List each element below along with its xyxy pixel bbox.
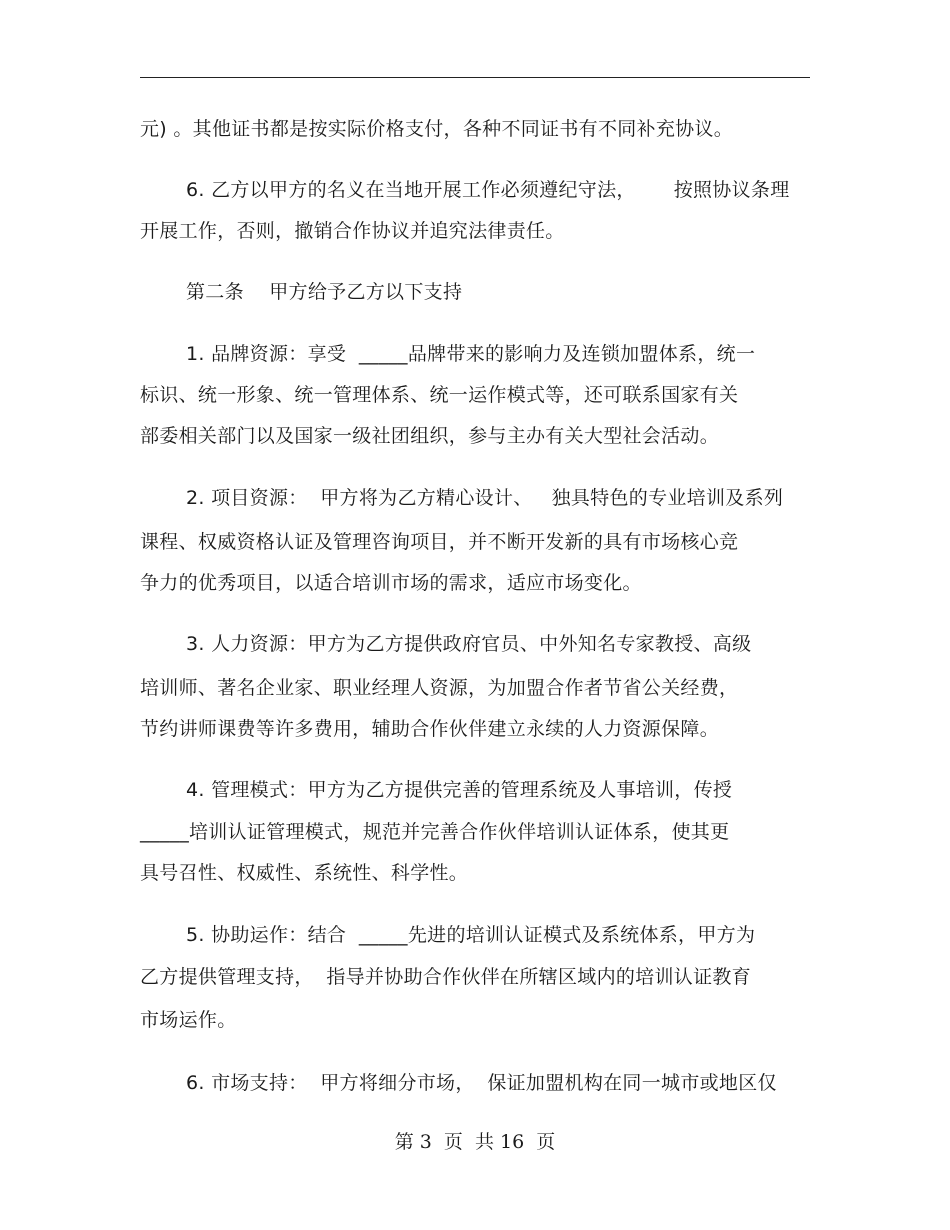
section-heading: 第二条 甲方给予乙方以下支持 xyxy=(186,281,463,303)
text-line: 具号召性、权威性、系统性、科学性。 xyxy=(140,862,469,884)
page-number-footer: 第 3 页 共 16 页 xyxy=(394,1131,556,1153)
text-line: 6. 乙方以甲方的名义在当地开展工作必须遵纪守法， 按照协议条理 xyxy=(186,179,790,201)
text-line: 4. 管理模式：甲方为乙方提供完善的管理系统及人事培训，传授 xyxy=(186,779,733,801)
text-line: 元) 。其他证书都是按实际价格支付，各种不同证书有不同补充协议。 xyxy=(140,118,734,140)
text-line: 2. 项目资源： 甲方将为乙方精心设计、 独具特色的专业培训及系列 xyxy=(186,487,784,509)
text-line: _____培训认证管理模式，规范并完善合作伙伴培训认证体系，使其更 xyxy=(140,821,730,843)
text-line: 部委相关部门以及国家一级社团组织，参与主办有关大型社会活动。 xyxy=(140,425,720,447)
text-line: 开展工作，否则，撤销合作协议并追究法律责任。 xyxy=(140,220,565,242)
text-line: 乙方提供管理支持， 指导并协助合作伙伴在所辖区域内的培训认证教育 xyxy=(140,966,751,988)
text-line: 培训师、著名企业家、职业经理人资源，为加盟合作者节省公关经费， xyxy=(140,677,739,699)
header-rule xyxy=(140,77,810,78)
text-line: 3. 人力资源：甲方为乙方提供政府官员、中外知名专家教授、高级 xyxy=(186,633,752,655)
text-line: 5. 协助运作：结合 _____先进的培训认证模式及系统体系，甲方为 xyxy=(186,924,756,946)
text-line: 节约讲师课费等许多费用，辅助合作伙伴建立永续的人力资源保障。 xyxy=(140,718,720,740)
text-line: 市场运作。 xyxy=(140,1009,237,1031)
text-line: 争力的优秀项目，以适合培训市场的需求，适应市场变化。 xyxy=(140,572,642,594)
text-line: 标识、统一形象、统一管理体系、统一运作模式等，还可联系国家有关 xyxy=(140,384,739,406)
text-line: 课程、权威资格认证及管理咨询项目，并不断开发新的具有市场核心竞 xyxy=(140,531,739,553)
text-line: 6. 市场支持： 甲方将细分市场， 保证加盟机构在同一城市或地区仅 xyxy=(186,1072,777,1094)
text-line: 1. 品牌资源：享受 _____品牌带来的影响力及连锁加盟体系，统一 xyxy=(186,343,756,365)
